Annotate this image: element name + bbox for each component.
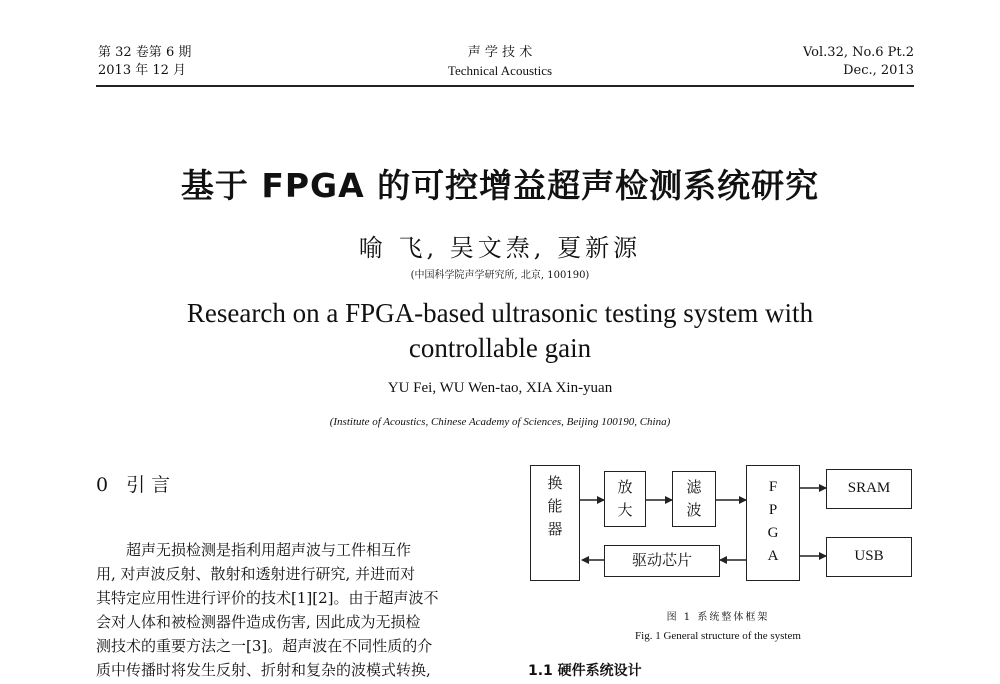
body-line: 质中传播时将发生反射、折射和复杂的波模式转换, xyxy=(96,661,431,679)
body-line: 超声无损检测是指利用超声波与工件相互作 xyxy=(126,541,412,559)
figure-caption-en: Fig. 1 General structure of the system xyxy=(635,630,801,642)
fpga-char: P xyxy=(768,502,778,518)
journal-name-en: Technical Acoustics xyxy=(447,63,553,78)
date-en: Dec., 2013 xyxy=(843,63,914,78)
paper-title-cn: 基于 FPGA 的可控增益超声检测系统研究 xyxy=(180,166,820,205)
section-heading-intro: 0 引言 xyxy=(96,474,177,496)
usb-block: USB xyxy=(826,537,912,577)
affiliation-en: (Institute of Acoustics, Chinese Academy of Sciences, Beijing 100190, China) xyxy=(329,416,671,428)
filter-char: 滤 xyxy=(686,478,702,496)
fpga-char: G xyxy=(767,525,779,541)
body-line: 测技术的重要方法之一[3]。超声波在不同性质的介 xyxy=(96,637,433,655)
driver-chip-block: 驱动芯片 xyxy=(604,545,720,577)
issue-date: 2013 年 12 月 xyxy=(98,63,187,78)
amplifier-char: 大 xyxy=(617,501,633,519)
transducer-char: 能 xyxy=(547,497,563,515)
fpga-char: A xyxy=(767,548,779,564)
section-heading-hardware: 1.1 硬件系统设计 xyxy=(528,663,642,679)
transducer-block xyxy=(530,465,580,581)
filter-block xyxy=(672,471,716,527)
amplifier-block xyxy=(604,471,646,527)
fpga-char: F xyxy=(768,479,778,495)
paper-title-en-line2: controllable gain xyxy=(408,333,592,363)
amplifier-char: 放 xyxy=(617,478,633,496)
figure-caption-cn: 图 1 系统整体框架 xyxy=(666,612,770,623)
authors-en: YU Fei, WU Wen-tao, XIA Xin-yuan xyxy=(387,380,613,396)
transducer-char: 器 xyxy=(547,520,563,538)
fpga-block xyxy=(746,465,800,581)
affiliation-cn: (中国科学院声学研究所, 北京, 100190) xyxy=(410,270,590,281)
authors-cn: 喻 飞, 吴文焘, 夏新源 xyxy=(358,234,642,262)
volume-en: Vol.32, No.6 Pt.2 xyxy=(802,45,914,60)
body-line: 用, 对声波反射、散射和透射进行研究, 并进而对 xyxy=(96,565,416,583)
journal-name-cn: 声 学 技 术 xyxy=(467,45,533,60)
transducer-char: 换 xyxy=(547,474,563,492)
sram-block: SRAM xyxy=(826,469,912,509)
body-line: 其特定应用性进行评价的技术[1][2]。由于超声波不 xyxy=(96,589,439,607)
issue-volume: 第 32 卷第 6 期 xyxy=(98,45,192,60)
filter-char: 波 xyxy=(686,501,702,519)
paper-title-en-line1: Research on a FPGA-based ultrasonic testing system with xyxy=(186,298,814,328)
body-line: 会对人体和被检测器件造成伤害, 因此成为无损检 xyxy=(96,613,421,631)
